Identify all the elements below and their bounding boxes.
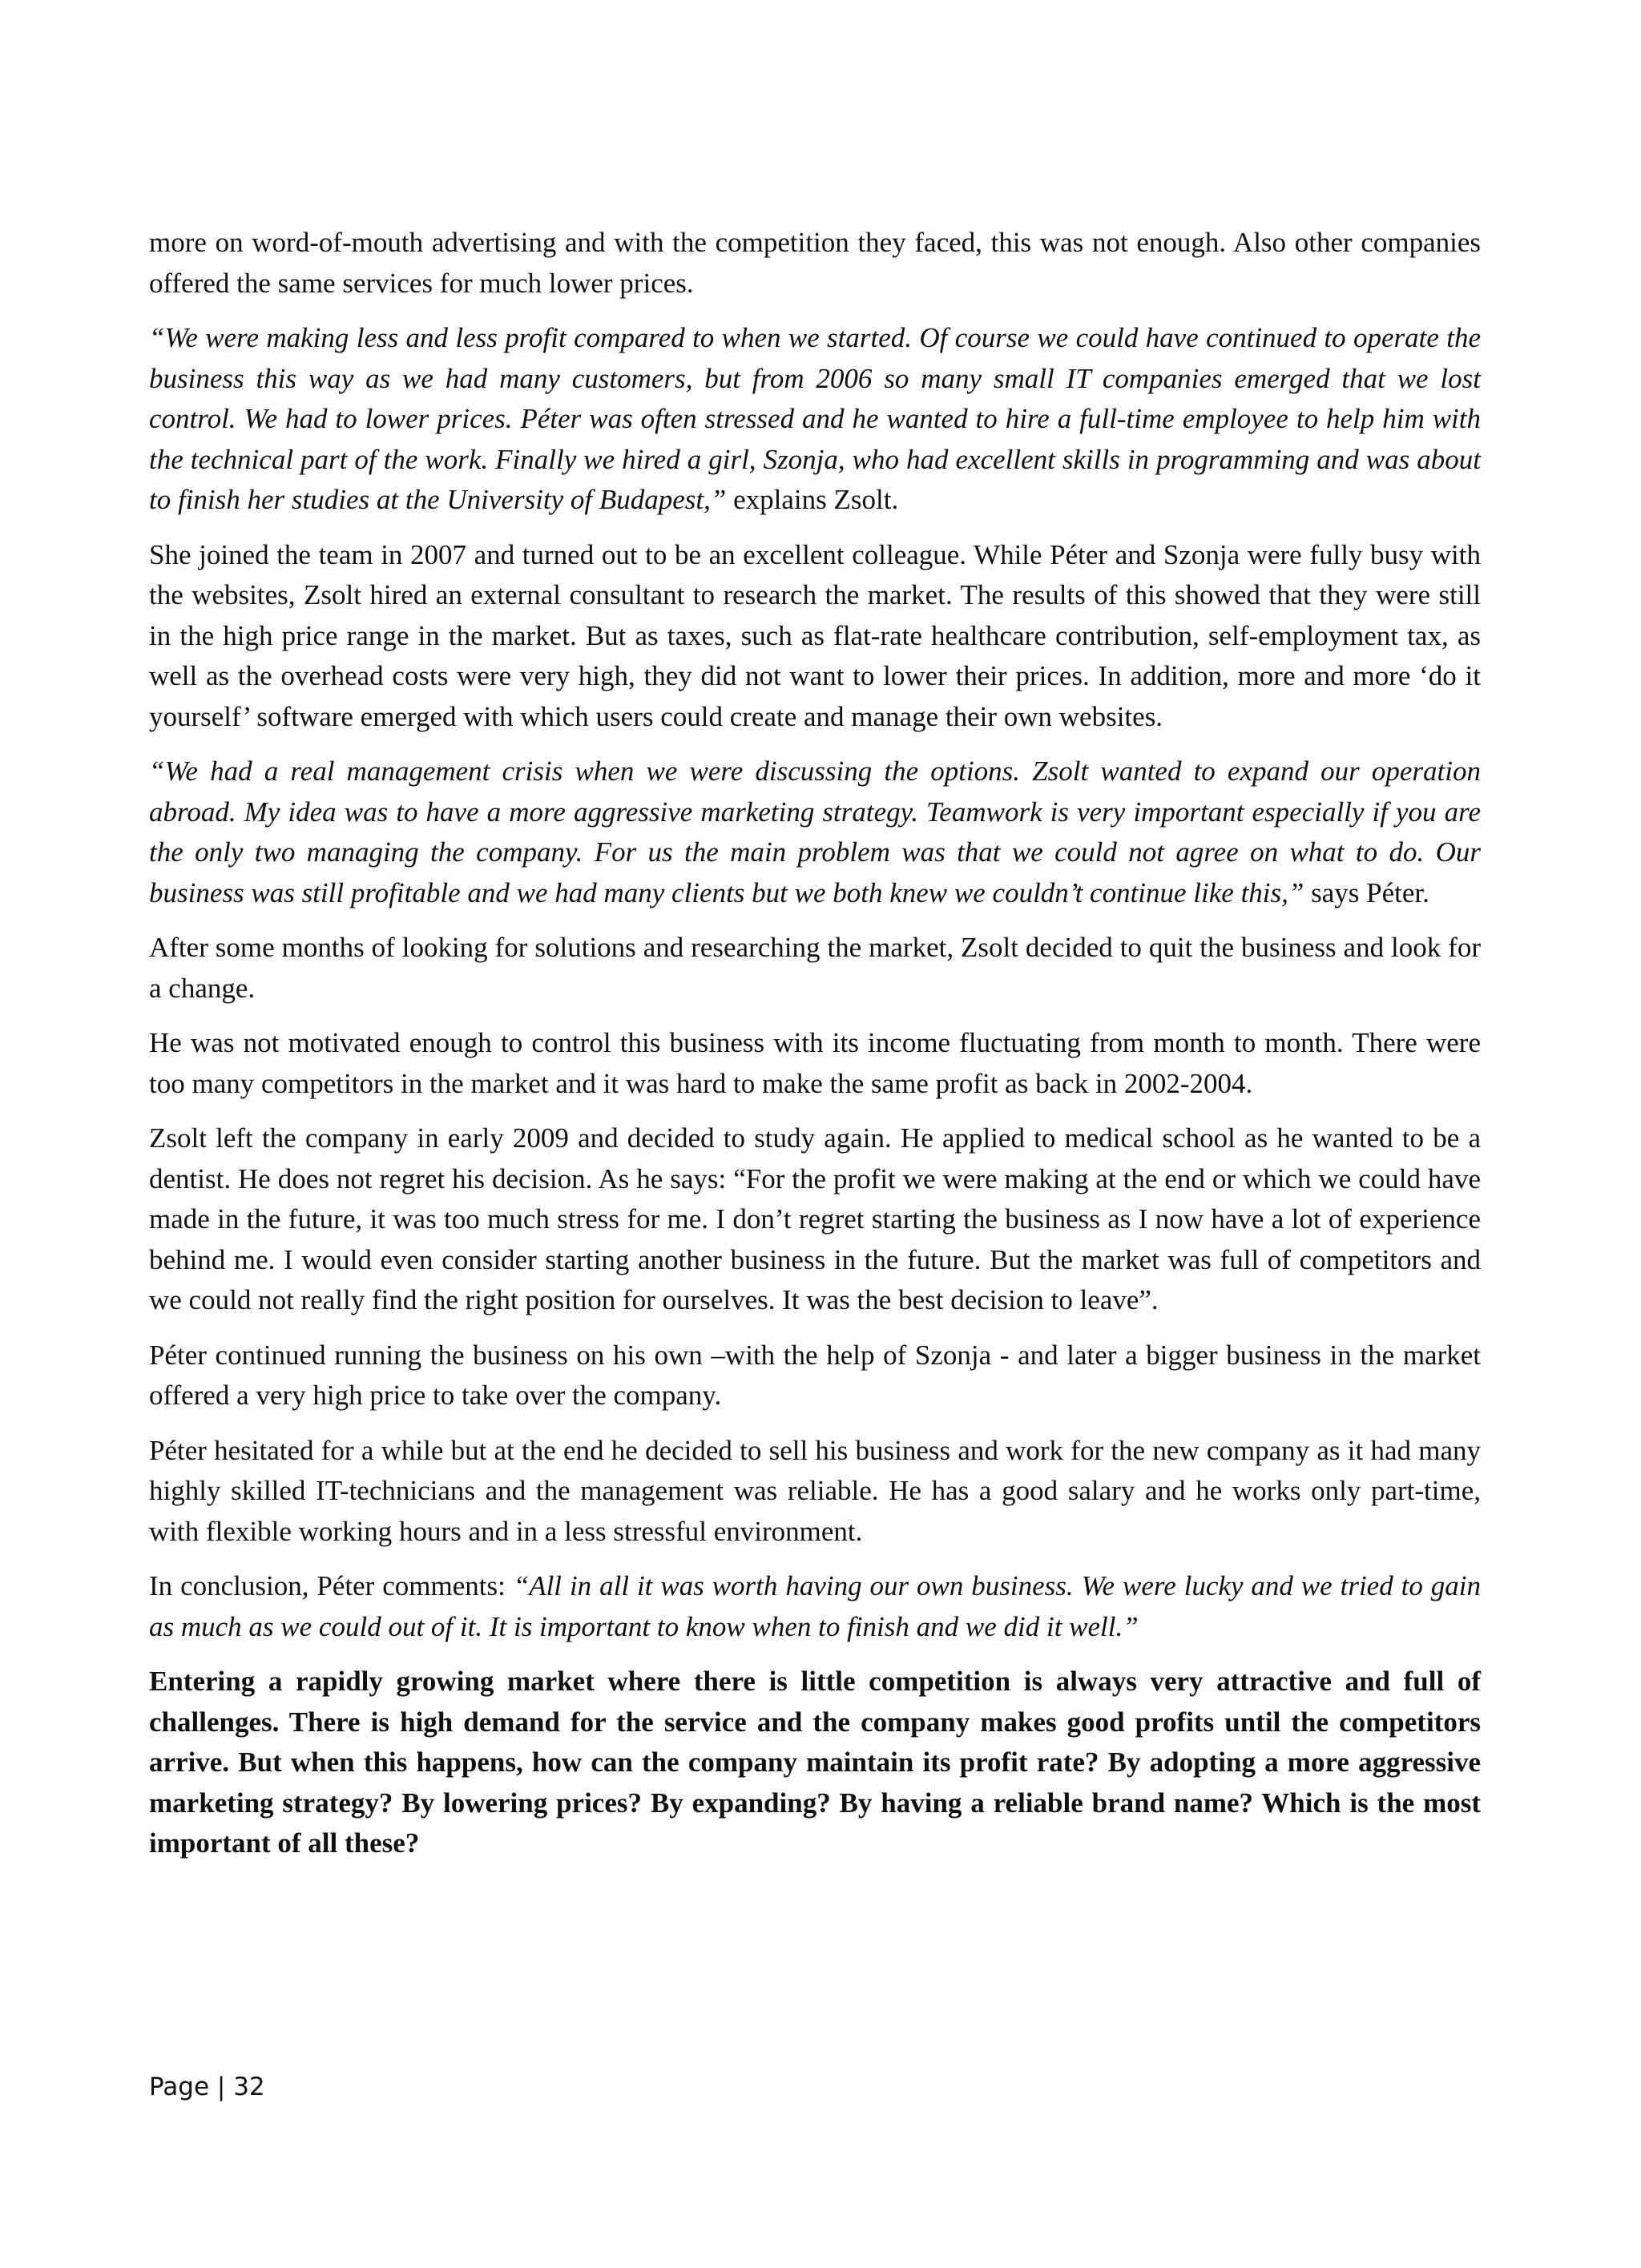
quote-zsolt-profit: “We were making less and less profit compared to when we started. Of course we could have continued to operate the business this way as we had many customers, but from 2006 so many small IT companies emerged that we lost control. We had to lower prices. Péter was often stressed and he wanted to hire a full-time employee to help him with the technical part of the work. Finally we hired a girl, Szonja, who had excellent skills in programming and was about to finish her studies at the University of Budapest,” xyxy=(149,322,1481,515)
paragraph-peter-continued: Péter continued running the business on his own –with the help of Szonja - and later a bigger business in the market offered a very high price to take over the company. xyxy=(149,1339,1481,1411)
quote-peter-crisis: “We had a real management crisis when we were discussing the options. Zsolt wanted to expand our operation abroad. My idea was to have a more aggressive marketing strategy. Teamwork is very important especially if you are the only two managing the company. For us the main problem was that we could not agree on what to do. Our business was still profitable and we had many clients but we both knew we couldn’t continue like this,” xyxy=(149,755,1481,908)
paragraph-conclusion xyxy=(149,1566,1481,1647)
page-number-footer: Page | 32 xyxy=(149,2073,265,2101)
paragraph-intro-continuation: more on word-of-mouth advertising and with the competition they faced, this was not enough. Also other companies offered the same services for much lower prices. xyxy=(149,227,1481,299)
paragraph-szonja-joined: She joined the team in 2007 and turned out to be an excellent colleague. While Péter and Szonja were fully busy with the websites, Zsolt hired an external consultant to research the market. The results of this showed that they were still in the high price range in the market. But as taxes, such as flat-rate healthcare contribution, self-employment tax, as well as the overhead costs were very high, they did not want to lower their prices. In addition, more and more ‘do it yourself’ software emerged with which users could create and manage their own websites. xyxy=(149,538,1481,732)
quote-peter-conclusion: “All in all it was worth having our own business. We were lucky and we tried to gain as much as we could out of it. It is important to know when to finish and we did it well.” xyxy=(149,1570,1482,1642)
paragraph-zsolt-quote xyxy=(149,318,1481,521)
quote-attribution-peter: says Péter. xyxy=(1304,876,1429,908)
conclusion-lead: In conclusion, Péter comments: xyxy=(149,1570,514,1601)
paragraph-peter-sold: Péter hesitated for a while but at the end he decided to sell his business and work for the new company as it had many highly skilled IT-technicians and the management was reliable. He has a good salary and he works only part-time, with flexible working hours and in a less stressful environment. xyxy=(149,1434,1481,1547)
paragraph-zsolt-quit: After some months of looking for solutions and researching the market, Zsolt decided to quit the business and look for a change. xyxy=(149,932,1481,1004)
paragraph-motivation: He was not motivated enough to control this business with its income fluctuating from month to month. There were too many competitors in the market and it was hard to make the same profit as back in 2002-2004. xyxy=(149,1027,1481,1099)
paragraph-discussion-questions: Entering a rapidly growing market where there is little competition is always very attractive and full of challenges. There is high demand for the service and the company makes good profits until the competitors arrive. But when this happens, how can the company maintain its profit rate? By adopting a more aggressive marketing strategy? By lowering prices? By expanding? By having a reliable brand name? Which is the most important of all these? xyxy=(149,1666,1481,1859)
paragraph-zsolt-left: Zsolt left the company in early 2009 and decided to study again. He applied to medical school as he wanted to be a dentist. He does not regret his decision. As he says: “For the profit we were making at the end or which we could have made in the future, it was too much stress for me. I don’t regret starting the business as I now have a lot of experience behind me. I would even consider starting another business in the future. But the market was full of competitors and we could not really find the right position for ourselves. It was the best decision to leave”. xyxy=(149,1122,1481,1315)
quote-attribution-zsolt: explains Zsolt. xyxy=(726,484,899,515)
paragraph-peter-quote xyxy=(149,751,1481,913)
page-body xyxy=(149,223,1481,1879)
